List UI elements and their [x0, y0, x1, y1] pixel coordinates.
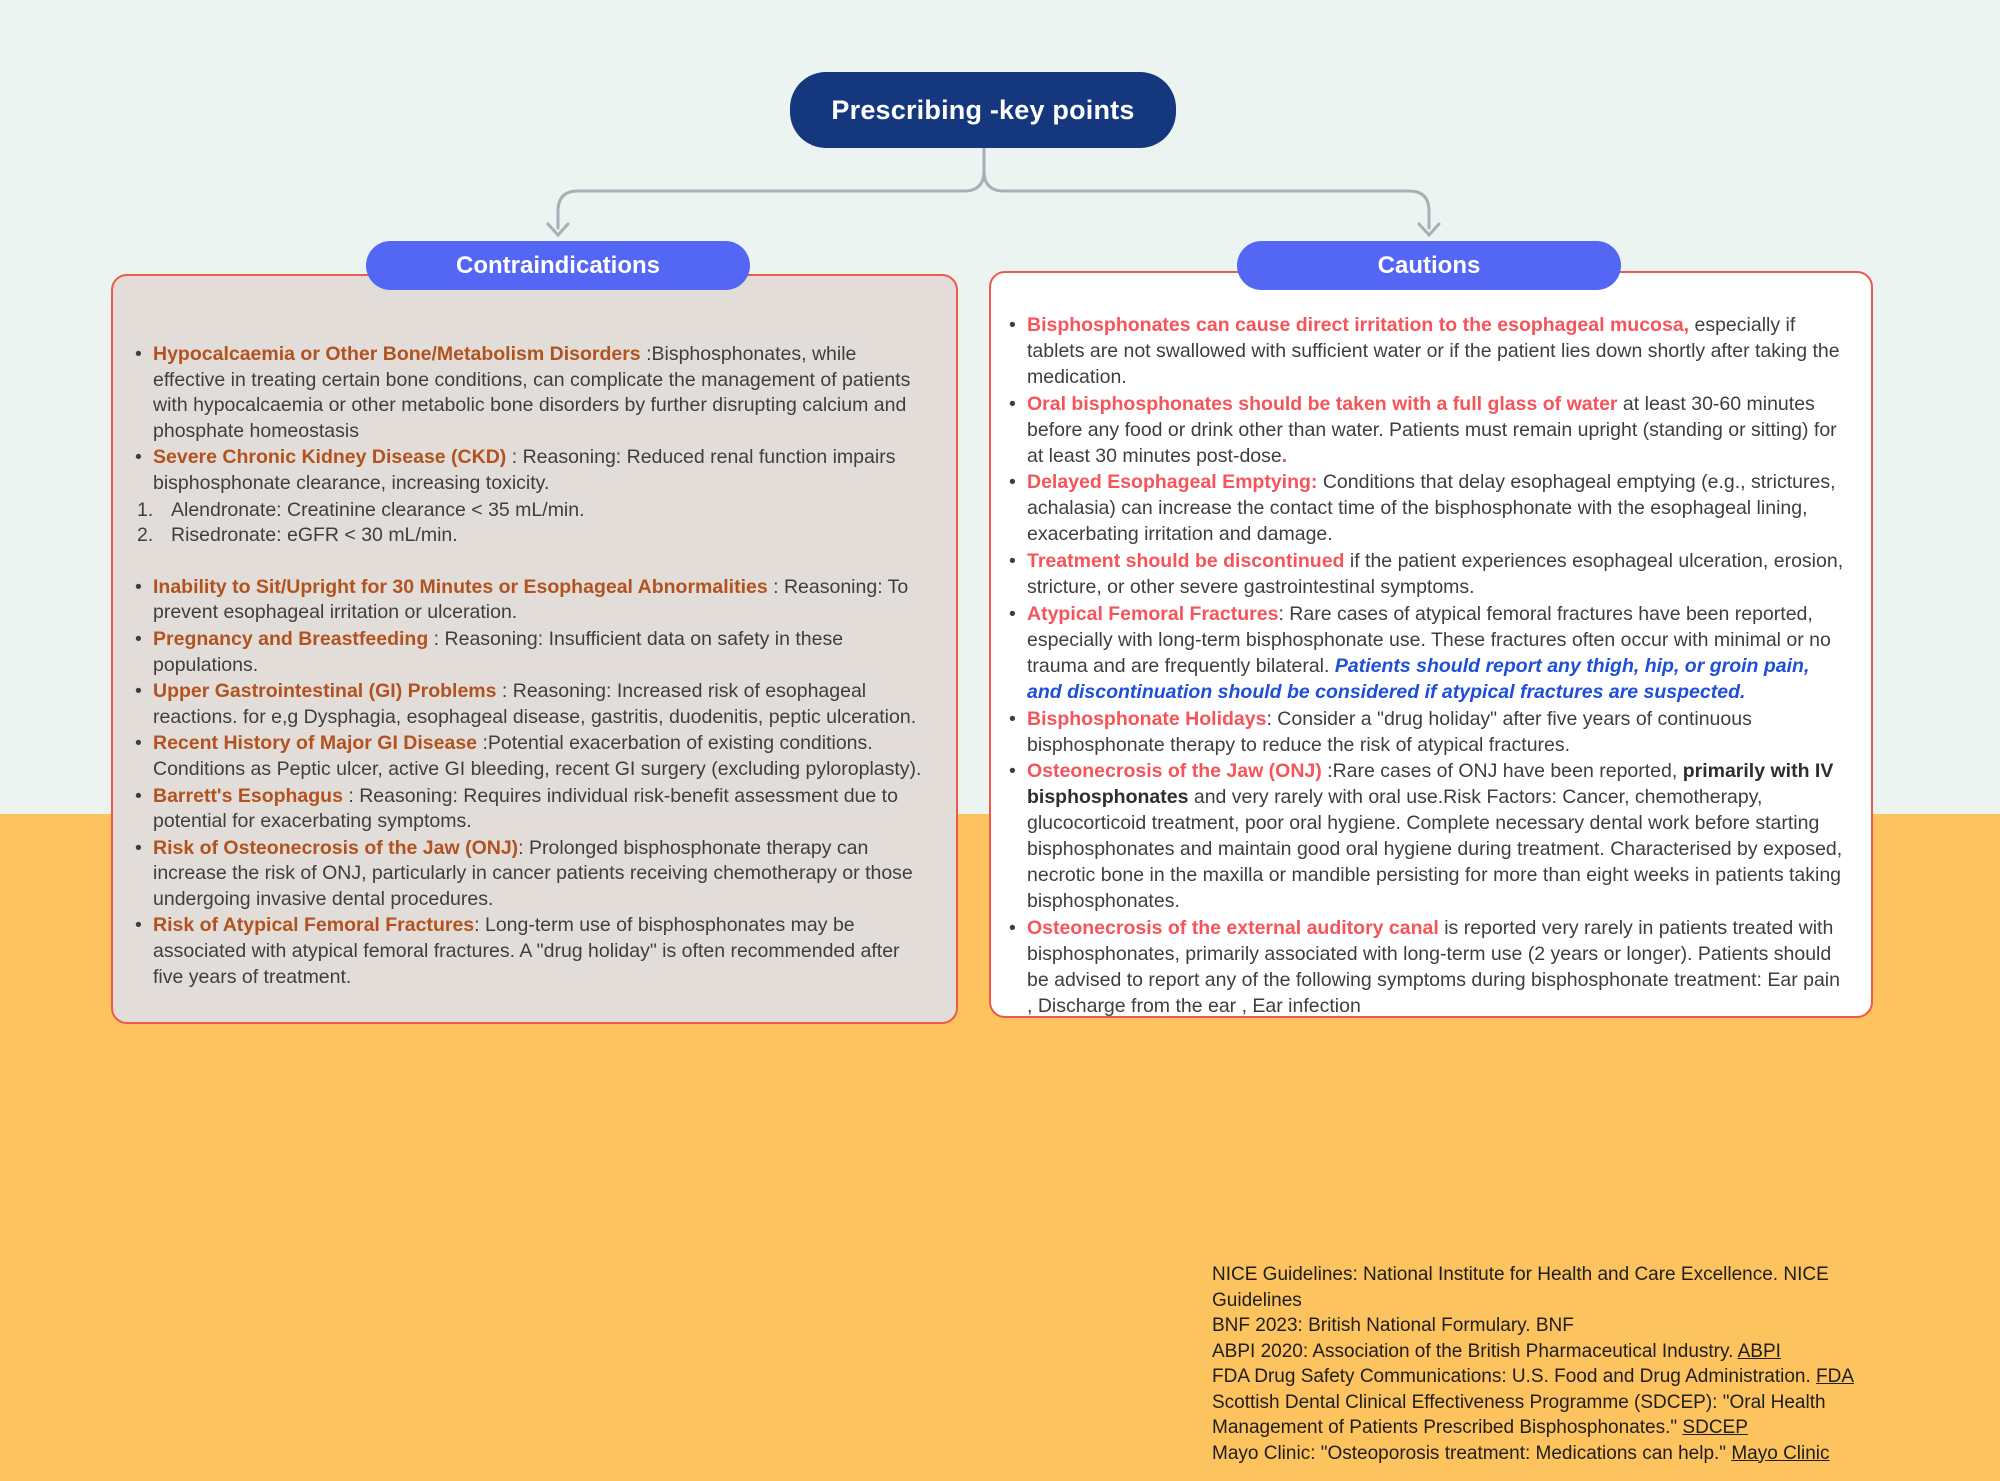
list-item [131, 575, 928, 626]
item-heading: Pregnancy and Breastfeeding [153, 627, 429, 650]
item-body: Risedronate: eGFR < 30 mL/min. [171, 524, 458, 547]
item-separator: : [477, 732, 488, 755]
reference-line [1212, 1441, 1912, 1467]
item-heading: Risk of Atypical Femoral Fractures [153, 914, 475, 937]
item-body: Reasoning: Increased risk of esophageal reactions. for e,g Dysphagia, esophageal disease, gastritis, duodenitis, peptic ulceration. [153, 680, 917, 728]
numbered-item [131, 498, 928, 524]
item-separator: : [518, 836, 530, 859]
item-heading: Barrett's Esophagus [153, 784, 343, 807]
list-item [131, 679, 928, 730]
reference-text: BNF 2023: British National Formulary. BNF [1212, 1315, 1574, 1336]
list-item [1005, 602, 1847, 706]
item-body: and very rarely with oral use.Risk Factors: Cancer, chemotherapy, glucocorticoid treatment, poor oral hygiene. Complete necessary dental work before starting bisphosphonates and maintain good oral hygiene during treatment. Characterised by exposed, necrotic bone in the maxilla or mandible persisting for more than eight weeks in patients taking bisphosphonates. [1027, 786, 1843, 912]
item-separator: : [1278, 602, 1290, 625]
item-heading: Upper Gastrointestinal (GI) Problems [153, 680, 497, 703]
item-number: 2. [137, 524, 154, 547]
item-body: Alendronate: Creatinine clearance < 35 mL/min. [171, 498, 585, 521]
reference-link[interactable]: SDCEP [1682, 1417, 1748, 1438]
item-red-period: . [1281, 444, 1288, 467]
item-body: at least 30-60 minutes before any food or drink other than water. Patients must remain upright (standing or sitting) for at least 30 minutes post-dose [1027, 392, 1837, 467]
cautions-header-pill [1237, 241, 1621, 290]
reference-text: FDA Drug Safety Communications: U.S. Food and Drug Administration. [1212, 1366, 1817, 1387]
item-separator: : [767, 575, 784, 598]
list-item [131, 913, 928, 990]
item-heading: Severe Chronic Kidney Disease (CKD) [153, 446, 507, 469]
contraindications-header-pill [366, 241, 750, 290]
item-number: 1. [137, 498, 154, 521]
item-heading: Hypocalcaemia or Other Bone/Metabolism Disorders [153, 343, 641, 365]
diagram-title-box [790, 72, 1176, 148]
cautions-header-label: Cautions [1377, 251, 1481, 279]
reference-link[interactable]: ABPI [1737, 1340, 1781, 1362]
reference-line [1212, 1390, 1912, 1441]
item-blue-emphasis: Patients should report any thigh, hip, or groin pain, and discontinuation should be considered if atypical fractures are suspected. [1027, 654, 1810, 703]
list-item [1005, 549, 1847, 601]
item-heading: Inability to Sit/Upright for 30 Minutes or Esophageal Abnormalities [153, 575, 768, 598]
reference-line [1212, 1339, 1912, 1365]
list-item [1005, 707, 1847, 759]
numbered-item [131, 523, 928, 549]
item-heading: Bisphosphonates can cause direct irritation to the esophageal mucosa, [1027, 314, 1690, 336]
connector-left-branch [558, 148, 984, 228]
item-body: Reasoning: Reduced renal function impairs bisphosphonate clearance, increasing toxicity. [153, 446, 896, 494]
contraindications-header-label: Contraindications [455, 251, 660, 279]
list-item [131, 784, 928, 835]
contraindications-panel [111, 274, 958, 1024]
item-separator: : [1321, 760, 1333, 783]
reference-line [1212, 1364, 1912, 1390]
item-body: Potential exacerbation of existing conditions. Conditions as Peptic ulcer, active GI bleeding, recent GI surgery (excluding pyloroplasty). [153, 732, 922, 780]
arrow-down-icon [548, 224, 568, 235]
reference-line [1212, 1313, 1912, 1339]
list-item [131, 445, 928, 496]
item-body: is reported very rarely in patients treated with bisphosphonates, primarily associated with long-term use (2 years or longer). Patients should be advised to report any of the following symptoms during bisphosphonate treatment: Ear pain , Discharge from the ear , Ear infection [1027, 916, 1840, 1017]
reference-link[interactable]: Mayo Clinic [1731, 1442, 1830, 1464]
list-item [1005, 392, 1847, 470]
item-body: Consider a "drug holiday" after five years of continuous bisphosphonate therapy to reduce the risk of atypical fractures. [1027, 707, 1752, 756]
item-heading: Risk of Osteonecrosis of the Jaw (ONJ) [153, 836, 519, 859]
item-body: Prolonged bisphosphonate therapy can increase the risk of ONJ, particularly in cancer patients receiving chemotherapy or those undergoing invasive dental procedures. [153, 836, 913, 910]
item-heading: Bisphosphonate Holidays [1027, 707, 1267, 730]
item-body: Rare cases of atypical femoral fractures have been reported, especially with long-term bisphosphonate use. These fractures often occur with minimal or no trauma and are frequently bilateral. [1027, 602, 1831, 677]
item-heading: Osteonecrosis of the Jaw (ONJ) [1027, 760, 1322, 783]
connector-right-branch [984, 148, 1429, 228]
item-body: especially if tablets are not swallowed with sufficient water or if the patient lies down shortly after taking the medication. [1027, 314, 1840, 388]
reference-link[interactable]: FDA [1816, 1366, 1855, 1387]
item-separator: : [428, 627, 445, 650]
cautions-panel [989, 271, 1873, 1018]
reference-text: Mayo Clinic: "Osteoporosis treatment: Medications can help." [1212, 1442, 1732, 1464]
list-item [131, 836, 928, 913]
list-item [131, 731, 928, 782]
list-item [1005, 313, 1847, 391]
item-separator: : [640, 343, 652, 365]
item-heading: Osteonecrosis of the external auditory canal [1027, 916, 1439, 939]
list-item [131, 342, 928, 444]
item-heading: Recent History of Major GI Disease [153, 732, 478, 755]
item-heading: Treatment should be discontinued [1027, 550, 1345, 573]
item-body: Conditions that delay esophageal emptying (e.g., strictures, achalasia) can increase the contact time of the bisphosphonate with the esophageal lining, exacerbating irritation and damage. [1027, 471, 1836, 546]
reference-text: NICE Guidelines: National Institute for Health and Care Excellence. NICE Guidelines [1212, 1264, 1829, 1311]
list-item [131, 627, 928, 678]
item-body: Reasoning: Requires individual risk-benefit assessment due to potential for exacerbating symptoms. [153, 784, 898, 833]
item-heading: Oral bisphosphonates should be taken with a full glass of water [1027, 392, 1618, 415]
item-separator: : [496, 680, 513, 703]
item-separator: : [342, 784, 360, 807]
reference-line [1212, 1262, 1912, 1313]
item-separator: : [1266, 707, 1278, 730]
list-item [1005, 916, 1847, 1020]
reference-text: Scottish Dental Clinical Effectiveness Programme (SDCEP): "Oral Health Management of Patients Prescribed Bisphosphonates." [1212, 1391, 1826, 1438]
item-body: Rare cases of ONJ have been reported, [1332, 760, 1683, 783]
item-body: if the patient experiences esophageal ulceration, erosion, stricture, or other severe gastrointestinal symptoms. [1027, 550, 1844, 599]
item-body: Reasoning: Insufficient data on safety in these populations. [153, 627, 844, 676]
item-heading: Delayed Esophageal Emptying: [1027, 471, 1318, 494]
page-title: Prescribing -key points [831, 94, 1135, 125]
item-bold-text: primarily with IV bisphosphonates [1027, 760, 1834, 809]
reference-text: ABPI 2020: Association of the British Pharmaceutical Industry. [1212, 1340, 1738, 1362]
arrow-down-icon [1419, 224, 1439, 235]
item-separator: : [474, 914, 485, 937]
references-block [1212, 1262, 1912, 1466]
item-body: Long-term use of bisphosphonates may be associated with atypical femoral fractures. A "drug holiday" is often recommended after five years of treatment. [153, 914, 900, 988]
item-body: Reasoning: To prevent esophageal irritation or ulceration. [153, 575, 909, 624]
list-item [1005, 470, 1847, 548]
item-heading: Atypical Femoral Fractures [1027, 602, 1279, 625]
connector-lines [0, 0, 2000, 300]
list-item [1005, 759, 1847, 914]
item-separator: : [506, 446, 523, 469]
item-body: Bisphosphonates, while effective in treating certain bone conditions, can complicate the management of patients with hypocalcaemia or other metabolic bone disorders by further disrupting calcium and phosphate homeostasis [153, 343, 911, 442]
